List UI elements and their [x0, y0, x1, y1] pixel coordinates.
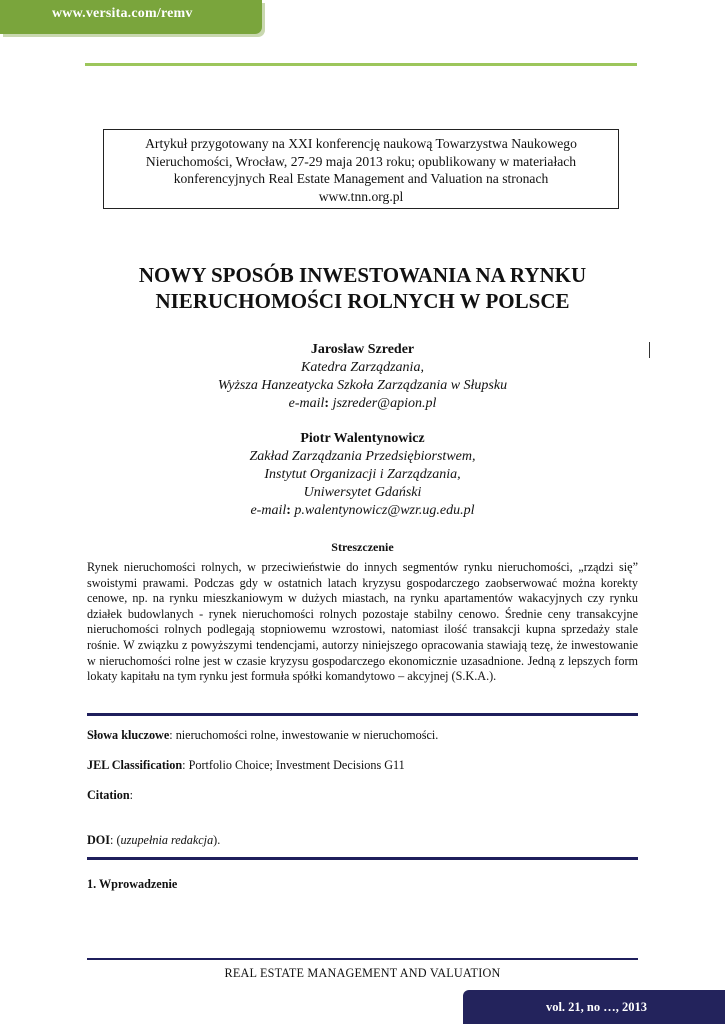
author-2: [0, 430, 725, 520]
author-email-row: [0, 502, 725, 520]
email-colon: :: [324, 396, 330, 411]
conference-notice-box: [103, 129, 619, 209]
author-affiliation: Instytut Organizacji i Zarządzania,: [264, 467, 461, 482]
notice-line: Nieruchomości, Wrocław, 27-29 maja 2013 roku; opublikowany w materiałach: [145, 153, 577, 169]
abstract-heading: Streszczenie: [331, 540, 394, 554]
citation-label: Citation: [87, 788, 130, 802]
email-label: e-mail: [250, 503, 287, 518]
footer-divider: [87, 958, 638, 960]
volume-text: vol. 21, no …, 2013: [545, 1000, 647, 1014]
keywords-row: [87, 728, 438, 743]
volume-badge: [463, 990, 725, 1024]
author-name: Jarosław Szreder: [310, 342, 415, 357]
notice-url-link[interactable]: www.tnn.org.pl: [318, 188, 404, 204]
abstract-body: [87, 560, 638, 685]
title-line: NOWY SPOSÓB INWESTOWANIA NA RYNKU: [138, 263, 587, 287]
author-name: Piotr Walentynowicz: [300, 431, 425, 446]
meta-divider: [87, 857, 638, 860]
author-email-row: [0, 395, 725, 413]
jel-value: : Portfolio Choice; Investment Decisions G11: [182, 758, 405, 772]
journal-url-link[interactable]: www.versita.com/remv: [52, 6, 193, 21]
doi-value: uzupełnia redakcja: [120, 833, 214, 847]
notice-line: Artykuł przygotowany na XXI konferencję naukową Towarzystwa Naukowego: [145, 136, 577, 151]
author-affiliation: Zakład Zarządzania Przedsiębiorstwem,: [249, 449, 476, 464]
title-line: NIERUCHOMOŚCI ROLNYCH W POLSCE: [155, 289, 570, 313]
doi-row: [87, 833, 220, 848]
jel-row: [87, 758, 405, 773]
email-label: e-mail: [288, 396, 325, 411]
jel-label: JEL Classification: [87, 758, 183, 772]
paper-title: [40, 262, 685, 314]
doi-label: DOI: [87, 833, 111, 847]
header-divider: [85, 63, 637, 66]
citation-value: :: [129, 788, 134, 802]
author-affiliation: Katedra Zarządzania,: [301, 360, 424, 375]
keywords-label: Słowa kluczowe: [87, 728, 170, 742]
section-heading-row: [87, 877, 177, 892]
author-affiliation: Wyższa Hanzeatycka Szkoła Zarządzania w Słupsku: [217, 378, 508, 393]
journal-tab: [0, 0, 262, 34]
doi-suffix: ).: [213, 833, 221, 847]
email-colon: :: [286, 503, 291, 518]
author-email-link[interactable]: p.walentynowicz@wzr.ug.edu.pl: [294, 503, 475, 518]
author-email-link[interactable]: jszreder@apion.pl: [332, 396, 437, 411]
author-1: [0, 341, 725, 413]
footer-journal-name: REAL ESTATE MANAGEMENT AND VALUATION: [224, 966, 501, 980]
author-affiliation: Uniwersytet Gdański: [303, 485, 422, 500]
citation-row: [87, 788, 133, 803]
doi-prefix: : (: [110, 833, 121, 847]
abstract-text: Rynek nieruchomości rolnych, w przeciwieństwie do innych segmentów rynku nieruchomości, „rządzi się” swoistymi prawami. Podczas gdy w ostatnich latach kryzysu gospodarczego zaobserwować można korekty cenowe, np. na rynku mieszkaniowym w dużych miastach, na rynku apartamentów wakacyjnych czy rynku działek budowlanych - rynek nieruchomości rolnych pozostaje stabilny cenowo. Średnie ceny transakcyjne nieruchomości rolnych podlegają stopniowemu wzrostowi, natomiast ilość transakcji kupna sprzedaży stale rośnie. W związku z powyższymi tendencjami, autorzy niniejszego opracowania stawiają tezę, że inwestowanie w nieruchomości rolne jest w czasie kryzysu gospodarczego ekonomicznie uzasadnione. Jedną z lepszych form lokaty kapitału na tym rynku jest formuła spółki komandytowo – akcyjnej (S.K.A.).: [87, 560, 638, 684]
abstract-divider: [87, 713, 638, 716]
notice-line: konferencyjnych Real Estate Management and Valuation na stronach: [173, 171, 549, 186]
section-heading: 1. Wprowadzenie: [87, 877, 178, 891]
keywords-value: : nieruchomości rolne, inwestowanie w nieruchomości.: [169, 728, 439, 742]
